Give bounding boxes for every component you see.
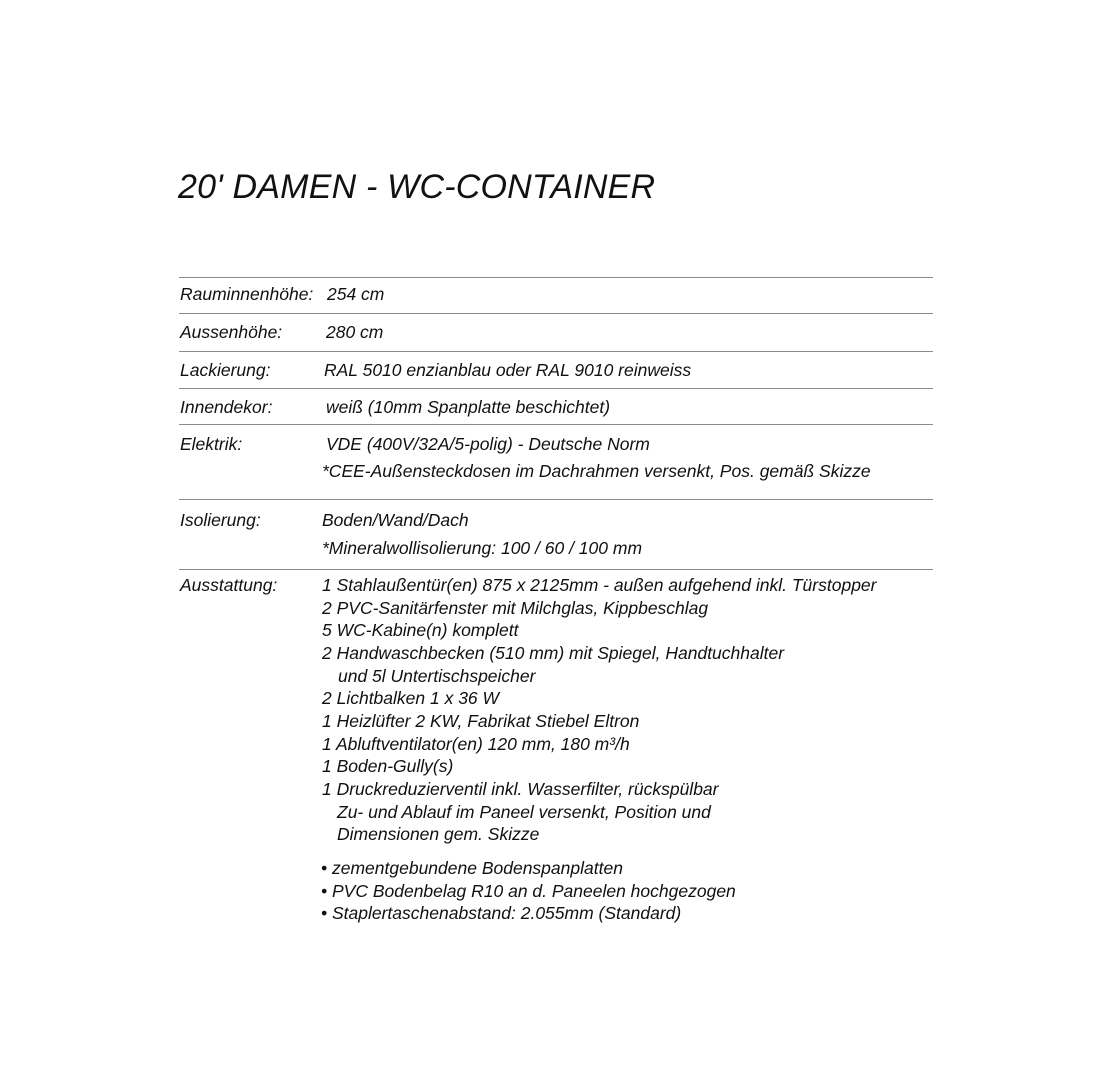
spec-value: 254 cm [327,284,385,304]
feature-bullet: • Staplertaschenabstand: 2.055mm (Standard) [321,903,682,923]
spec-value-line: Boden/Wand/Dach [322,510,469,530]
spec-label: Innendekor: [180,397,273,417]
equipment-item: 1 Heizlüfter 2 KW, Fabrikat Stiebel Eltron [322,711,640,731]
spec-table [179,277,933,929]
spec-row-lackierung [179,351,933,388]
spec-label: Elektrik: [180,434,243,454]
spec-row-aussenhoehe [179,313,933,351]
equipment-item: 2 PVC-Sanitärfenster mit Milchglas, Kippbeschlag [322,598,709,618]
equipment-item: 1 Abluftventilator(en) 120 mm, 180 m³/h [322,734,630,754]
spec-row-raumhoehe [179,277,933,313]
spec-value-line: *Mineralwollisolierung: 100 / 60 / 100 mm [322,538,643,558]
spec-label: Rauminnenhöhe: [180,284,314,304]
spec-value-line: VDE (400V/32A/5-polig) - Deutsche Norm [326,434,650,454]
equipment-item-continuation: Dimensionen gem. Skizze [337,824,540,844]
equipment-item: 1 Stahlaußentür(en) 875 x 2125mm - außen aufgehend inkl. Türstopper [322,575,877,595]
spec-value: 280 cm [326,322,384,342]
equipment-item: 1 Druckreduzierventil inkl. Wasserfilter, rückspülbar [322,779,719,799]
equipment-item-continuation: und 5l Untertischspeicher [338,666,536,686]
equipment-item: 2 Handwaschbecken (510 mm) mit Spiegel, Handtuchhalter [322,643,785,663]
spec-row-ausstattung [179,569,933,929]
spec-value-line: *CEE-Außensteckdosen im Dachrahmen versenkt, Pos. gemäß Skizze [322,461,871,481]
spec-label: Ausstattung: [180,575,278,595]
spec-row-isolierung [179,499,933,569]
feature-bullet: • zementgebundene Bodenspanplatten [321,858,623,878]
equipment-item-continuation: Zu- und Ablauf im Paneel versenkt, Position und [337,802,711,822]
page-title: 20' DAMEN - WC-CONTAINER [178,168,656,206]
spec-value: RAL 5010 enzianblau oder RAL 9010 reinweiss [324,360,692,380]
spec-row-elektrik [179,424,933,499]
feature-bullet: • PVC Bodenbelag R10 an d. Paneelen hochgezogen [321,881,736,901]
equipment-item: 1 Boden-Gully(s) [322,756,454,776]
spec-label: Aussenhöhe: [180,322,283,342]
equipment-item: 2 Lichtbalken 1 x 36 W [322,688,500,708]
equipment-item: 5 WC-Kabine(n) komplett [322,620,519,640]
spec-label: Isolierung: [180,510,261,530]
spec-value: weiß (10mm Spanplatte beschichtet) [326,397,611,417]
spec-row-innendekor [179,388,933,424]
spec-label: Lackierung: [180,360,271,380]
